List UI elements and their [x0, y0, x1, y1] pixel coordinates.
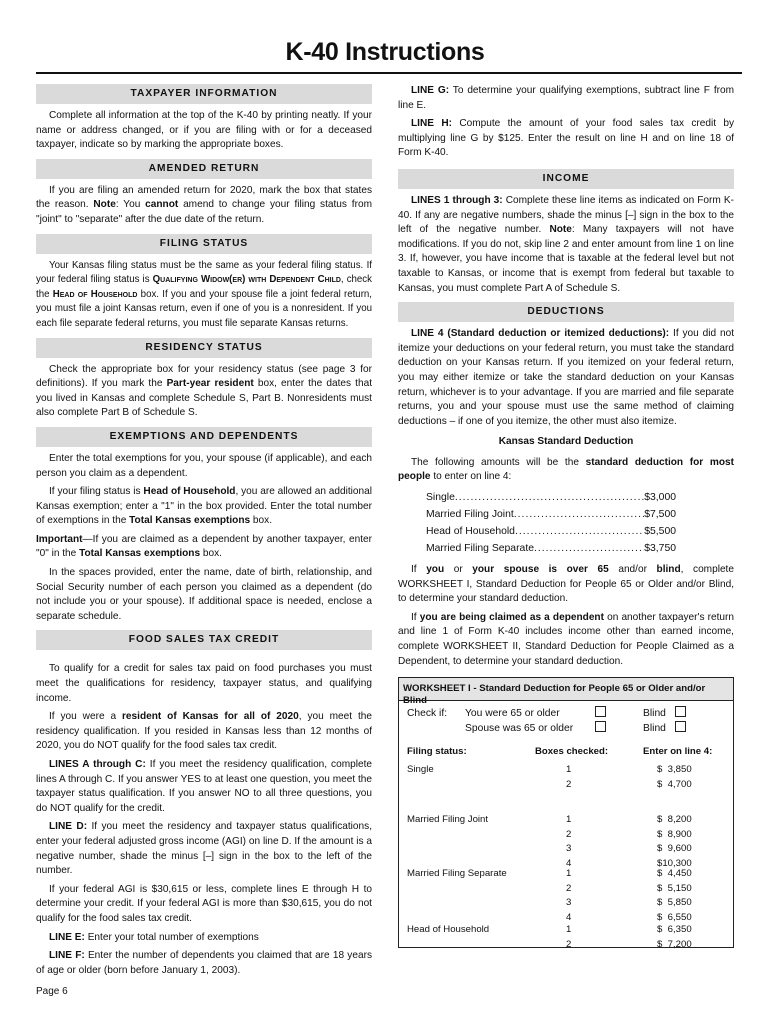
food-lines-a-c: LINES A through C: If you meet the residency qualification, complete lines A through C. If you answer YES to at least one question, you meet the taxpayer status qualification. If you answer NO to all three questions, you do NOT qualify for the credit. [36, 759, 372, 814]
section-heading-deductions: DEDUCTIONS [398, 302, 734, 322]
check-if-label: Check if: [407, 708, 448, 720]
worksheet-filing-status: Married Filing Joint [407, 814, 489, 826]
worksheet-amount-value: $ 5,850 [657, 897, 692, 909]
food-p2: If you were a resident of Kansas for all of 2020, you meet the residency qualification. If you resided in Kansas less than 12 months of 2020, you do NOT qualify for the food sales tax credit. [36, 711, 372, 752]
worksheet-amount-value: $ 8,200 [657, 814, 692, 826]
section-heading-taxpayer: TAXPAYER INFORMATION [36, 84, 372, 104]
food-p1: To qualify for a credit for sales tax paid on food purchases you must meet the qualifications for residency, taxpayer status, and qualifying income. [36, 663, 372, 704]
page-footer: Page 6 [36, 986, 68, 997]
section-heading-amended: AMENDED RETURN [36, 159, 372, 179]
dependent-text: If you are being claimed as a dependent on another taxpayer's return and line 1 of Form K-40 includes income other than earned income, complete WORKSHEET II, Standard Deduction for People Claimed as a Dependent, to determine your standard deduction. [398, 611, 734, 667]
worksheet-1 [398, 677, 734, 948]
standard-deduction-amounts [426, 489, 676, 557]
col-filing-status: Filing status: [407, 746, 467, 758]
worksheet-amount-value: $10,300 [657, 857, 692, 869]
food-line-g: LINE G: To determine your qualifying exemptions, subtract line F from line E. [398, 85, 735, 111]
exemptions-p2: If your filing status is Head of Household, you are allowed an additional Kansas exemption; enter a "1" in the box provided. Enter the total number of exemptions in the Total Kansas exemptions box. [36, 486, 373, 527]
worksheet-body [399, 701, 733, 950]
worksheet-amount-value: $ 9,600 [657, 843, 692, 855]
worksheet-amount-value: $ 6,350 [657, 924, 692, 936]
standard-deduction-heading: Kansas Standard Deduction [498, 436, 634, 448]
blind-label-1: Blind [643, 708, 666, 720]
blind-label-2: Blind [643, 723, 666, 735]
over-65-text: If you or your spouse is over 65 and/or blind, complete WORKSHEET I, Standard Deduction for People 65 or Older and/or Blind, to determine your standard deduction. [398, 564, 734, 605]
worksheet-amount-value: $ 4,700 [657, 778, 692, 790]
food-line-d: LINE D: If you meet the residency and taxpayer status qualifications, enter your federal adjusted gross income (AGI) on line D. If the amount is a negative number, shade the minus [–] sign in the box to the left of the number. [36, 821, 372, 877]
standard-deduction-intro: The following amounts will be the standard deduction for most people to enter on line 4: [398, 456, 734, 483]
worksheet-boxes-value: 4 [566, 911, 572, 923]
exemptions-p4: In the spaces provided, enter the name, date of birth, relationship, and Social Security number of each person you claimed as a dependent (do not include you or your spouse). If additional space is needed, enclose a separate schedule. [36, 567, 372, 622]
spouse-65-checkbox[interactable] [595, 721, 606, 738]
worksheet-filing-status: Married Filing Separate [407, 868, 507, 880]
exemptions-p1: Enter the total exemptions for you, your spouse (if applicable), and each person you claim as a dependent. [36, 452, 372, 479]
section-heading-income: INCOME [398, 169, 734, 189]
page-title: K-40 Instructions [285, 38, 485, 66]
worksheet-boxes-value: 1 [566, 814, 572, 826]
residency-text: Check the appropriate box for your residency status (see page 3 for definitions). If you mark the Part-year resident box, enter the dates that you lived in Kansas and complete Schedule S, Part B. Nonresidents must also complete Part B of Schedule S. [36, 363, 372, 419]
worksheet-filing-status: Single [407, 764, 434, 776]
worksheet-amount-value: $ 8,900 [657, 828, 692, 840]
worksheet-boxes-value: 2 [566, 778, 572, 790]
income-text: LINES 1 through 3: Complete these line items as indicated on Form K-40. If any are negative numbers, shade the minus [–] sign in the box to the left of the negative number. Note: Many taxpayers will not have modifications. If you do not, skip line 2 and enter amount from line 1 on line 3. If, however, you have income that is taxable at the federal level but not taxable to Kansas, or income that is exempt from federal but taxable to Kansas, you must complete Part A of Schedule S. [398, 194, 734, 294]
amount-row: Married Filing Separate ..... $3,750 [426, 540, 676, 557]
worksheet-boxes-value: 2 [566, 938, 572, 950]
food-agi: If your federal AGI is $30,615 or less, complete lines E through H to determine your credit. If your federal AGI is more than $30,615, you do not qualify for the food sales tax credit. [36, 883, 372, 924]
worksheet-amount-value: $ 5,150 [657, 882, 692, 894]
worksheet-boxes-value: 2 [566, 882, 572, 894]
right-column [398, 84, 734, 948]
left-column [36, 84, 372, 982]
food-line-f: LINE F: Enter the number of dependents you claimed that are 18 years of age or older (born before January 1, 2003). [36, 950, 372, 976]
amended-text: If you are filing an amended return for 2020, mark the box that states the reason. Note: You cannot amend to change your filing status from "joint" to "separate" after the due date of the return. [36, 184, 372, 225]
worksheet-amount-value: $ 7,200 [657, 938, 692, 950]
worksheet-boxes-value: 2 [566, 828, 572, 840]
deductions-line4: LINE 4 (Standard deduction or itemized deductions): If you did not itemize your deductions on your federal return, you must take the standard deduction on your Kansas return. If you itemized on your federal return, you may either itemize or take the standard deduction on your Kansas return, whichever is to your advantage. If you are married and file separate returns, you and your spouse must use the same method of claiming deductions – if one of you itemize, the other must also itemize. [398, 328, 734, 427]
section-heading-food: FOOD SALES TAX CREDIT [36, 630, 372, 650]
worksheet-title: WORKSHEET I - Standard Deduction for People 65 or Older and/or Blind [399, 678, 733, 701]
worksheet-boxes-value: 3 [566, 897, 572, 909]
worksheet-boxes-value: 1 [566, 868, 572, 880]
exemptions-p3: Important—If you are claimed as a dependent by another taxpayer, enter "0" in the Total Kansas exemptions box. [36, 533, 372, 560]
spouse-65-label: Spouse was 65 or older [465, 723, 574, 735]
worksheet-boxes-value: 1 [566, 924, 572, 936]
worksheet-amount-value: $ 4,450 [657, 868, 692, 880]
section-heading-exemptions: EXEMPTIONS AND DEPENDENTS [36, 427, 372, 447]
worksheet-boxes-value: 1 [566, 764, 572, 776]
filing-text: Your Kansas filing status must be the same as your federal filing status. If your federal filing status is Qualifying Widow(er) with Dependent Child, check the Head of Household box. If you and your spouse file a joint federal return, you must file a joint Kansas return, even if one of you is a nonresident. If you each file separate federal returns, you must file separate Kansas returns. [36, 259, 372, 329]
amount-row: Married Filing Joint ..... $7,500 [426, 506, 676, 523]
worksheet-amount-value: $ 3,850 [657, 764, 692, 776]
taxpayer-text: Complete all information at the top of the K-40 by printing neatly. If your name or address changed, or if you are filing with or for a deceased taxpayer, indicate so by marking the appropriate boxes. [36, 110, 372, 151]
section-heading-filing: FILING STATUS [36, 234, 372, 254]
worksheet-boxes-value: 3 [566, 843, 572, 855]
col-enter-line4: Enter on line 4: [643, 746, 713, 758]
worksheet-filing-status: Head of Household [407, 924, 490, 936]
food-line-e: LINE E: Enter your total number of exemptions [49, 931, 259, 943]
amount-row: Single ..... $3,000 [426, 489, 676, 506]
amount-row: Head of Household ..... $5,500 [426, 523, 676, 540]
worksheet-boxes-value: 4 [566, 857, 572, 869]
food-line-h: LINE H: Compute the amount of your food sales tax credit by multiplying line G by $125. Enter the result on line H and on line 18 of Form K-40. [398, 118, 734, 159]
col-boxes-checked: Boxes checked: [535, 746, 609, 758]
section-heading-residency: RESIDENCY STATUS [36, 338, 372, 358]
you-65-label: You were 65 or older [465, 708, 560, 720]
worksheet-amount-value: $ 6,550 [657, 911, 692, 923]
blind-checkbox-2[interactable] [675, 721, 686, 738]
title-rule [36, 72, 742, 74]
